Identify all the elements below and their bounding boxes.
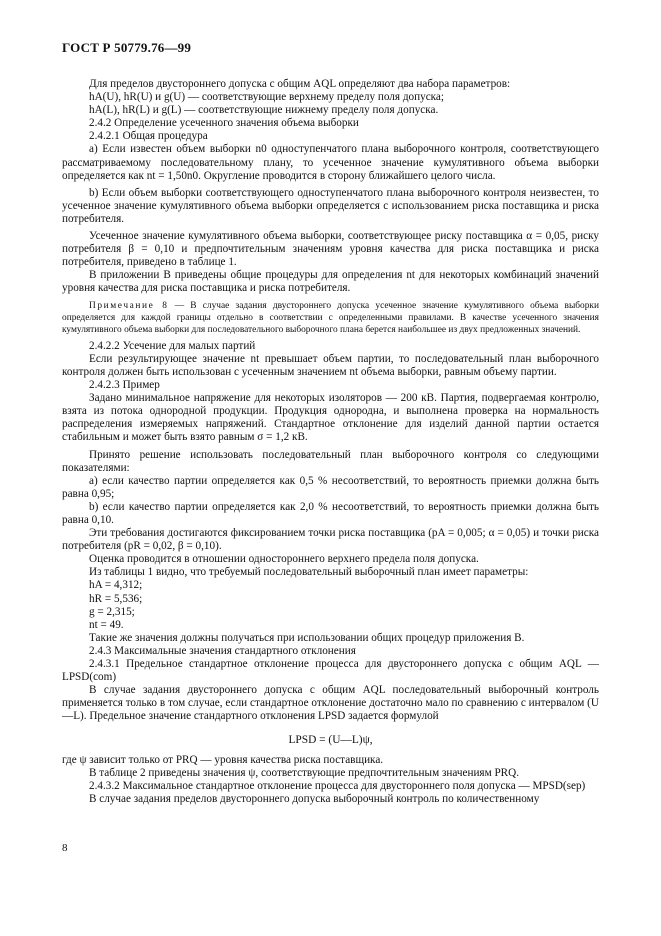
paragraph-lpsd: В случае задания двустороннего допуска с общим AQL последовательный выборочный контроль применяется только в том случае, если стандартное отклонение достаточно мало по сравнению с интервалом (U—L). Предельное значение стандартного отклонения LPSD задается формулой bbox=[62, 684, 599, 723]
value-nt: nt = 49. bbox=[89, 618, 124, 631]
paragraph-last: В случае задания пределов двустороннего допуска выборочный контроль по количественному bbox=[89, 792, 540, 805]
paragraph-small-lots: Если результирующее значение nt превышает объем партии, то последовательный план выборочного контроля должен быть использован с усеченным значением nt объема выборки, равным объему партии. bbox=[62, 352, 599, 378]
section-heading-2-4-2-3: 2.4.2.3 Пример bbox=[89, 379, 160, 392]
paragraph-assessment: Оценка проводится в отношении одностороннего верхнего предела поля допуска. bbox=[89, 553, 479, 566]
paragraph-truncated-value: Усеченное значение кумулятивного объема выборки, соответствующее риску поставщика α = 0,05, риску потребителя β = 0,10 и предпочтительным значениям уровня качества для риска поставщика и риска потребителя, приведено в таблице 1. bbox=[62, 230, 599, 269]
section-heading-2-4-3-2: 2.4.3.2 Максимальное стандартное отклонение процесса для двустороннего поля допуска — MPSD(sep) bbox=[89, 779, 586, 792]
paragraph-same-values: Такие же значения должны получаться при использовании общих процедур приложения В. bbox=[89, 631, 525, 644]
value-hr: hR = 5,536; bbox=[89, 592, 143, 605]
section-heading-2-4-2: 2.4.2 Определение усеченного значения объема выборки bbox=[89, 117, 359, 130]
paragraph-appendix-ref: В приложении В приведены общие процедуры для определения nt для некоторых комбинаций значений уровня качества для риска поставщика и риска потребителя. bbox=[62, 269, 599, 295]
note-lead: Примечание 8 bbox=[89, 300, 169, 311]
formula-lpsd: LPSD = (U—L)ψ, bbox=[288, 733, 373, 746]
paragraph-risk-points: Эти требования достигаются фиксированием точки риска поставщика (pA = 0,005; α = 0,05) и точки риска потребителя (pR = 0,02, β = 0,10). bbox=[62, 527, 599, 553]
value-g: g = 2,315; bbox=[89, 605, 135, 618]
section-heading-2-4-2-2: 2.4.2.2 Усечение для малых партий bbox=[89, 339, 256, 352]
page-number: 8 bbox=[62, 842, 68, 854]
note-text: — В случае задания двустороннего допуска усеченное значение кумулятивного объема выборки определяется для каждой границы отдельно в соответствии с определенными правилами. В качестве усеченного значения кумулятивного объема выборки для последовательного выборочного плана берется наибольшее из двух предложенных значений. bbox=[62, 300, 599, 335]
paragraph-condition-b: b) если качество партии определяется как 2,0 % несоответствий, то вероятность приемки должна быть равна 0,10. bbox=[62, 500, 599, 526]
document-header: ГОСТ Р 50779.76—99 bbox=[62, 40, 192, 55]
paragraph-decision: Принято решение использовать последовательный план выборочного контроля со следующими показателями: bbox=[62, 448, 599, 474]
paragraph-condition-a: a) если качество партии определяется как 0,5 % несоответствий, то вероятность приемки должна быть равна 0,95; bbox=[62, 474, 599, 500]
paragraph-table-2-ref: В таблице 2 приведены значения ψ, соответствующие предпочтительным значениям PRQ. bbox=[89, 766, 520, 779]
paragraph-item-a: a) Если известен объем выборки n0 одноступенчатого плана выборочного контроля, соответствующего рассматриваемому последовательному плану, то усеченное значение кумулятивного объема выборки определяется как nt = 1,50n0. Округление проводится в сторону ближайшего целого числа. bbox=[62, 143, 599, 182]
parameter-set-lower: hA(L), hR(L) и g(L) — соответствующие нижнему пределу поля допуска. bbox=[89, 104, 439, 117]
section-heading-2-4-3: 2.4.3 Максимальные значения стандартного отклонения bbox=[89, 644, 356, 657]
parameter-set-upper: hA(U), hR(U) и g(U) — соответствующие верхнему пределу поля допуска; bbox=[89, 91, 444, 104]
paragraph-intro: Для пределов двустороннего допуска с общим AQL определяют два набора параметров: bbox=[89, 78, 511, 90]
note-8 bbox=[62, 300, 599, 336]
paragraph-table-ref: Из таблицы 1 видно, что требуемый последовательный выборочный план имеет параметры: bbox=[89, 566, 529, 579]
paragraph-item-b: b) Если объем выборки соответствующего одноступенчатого плана выборочного контроля неизвестен, то усеченное значение кумулятивного объема выборки определяется с использованием риска поставщика и риска потребителя. bbox=[62, 186, 599, 225]
value-ha: hA = 4,312; bbox=[89, 579, 143, 592]
section-heading-2-4-3-1: 2.4.3.1 Предельное стандартное отклонение процесса для двустороннего допуска с общим AQL — LPSD(com) bbox=[62, 658, 599, 684]
section-heading-2-4-2-1: 2.4.2.1 Общая процедура bbox=[89, 130, 208, 143]
document-page bbox=[62, 40, 599, 806]
paragraph-example: Задано минимальное напряжение для некоторых изоляторов — 200 кВ. Партия, подвергаемая контролю, взята из потока однородной продукции. Продукция однородна, и выполнена проверка на нормальность распределения измеряемых напряжений. Стандартное отклонение для изделий данной партии остается стабильным и может быть взято равным σ = 1,2 кВ. bbox=[62, 392, 599, 444]
paragraph-psi: где ψ зависит только от PRQ — уровня качества риска поставщика. bbox=[62, 753, 384, 766]
